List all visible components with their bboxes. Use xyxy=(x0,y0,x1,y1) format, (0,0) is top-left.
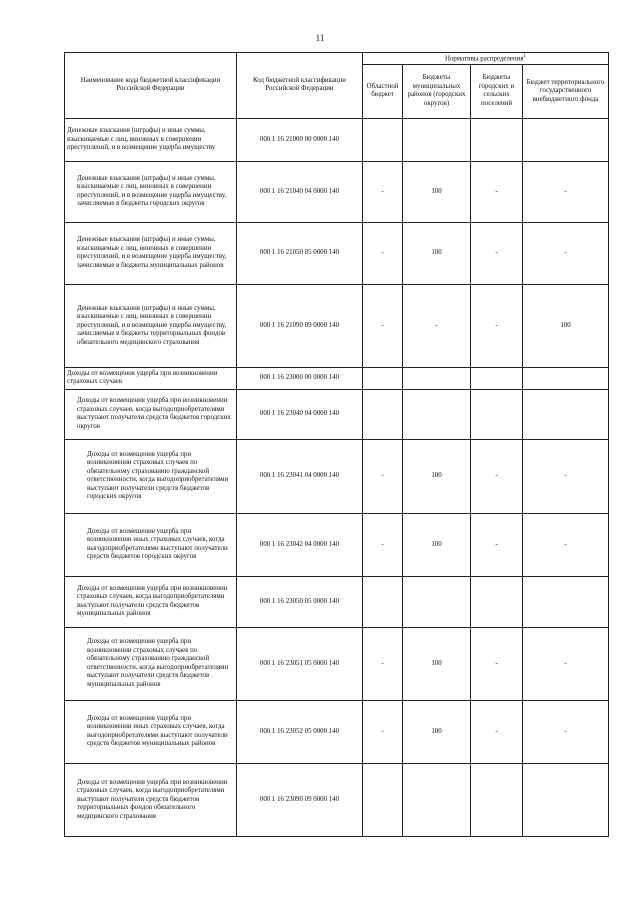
table-row xyxy=(65,627,609,700)
header-group-footnote: 1 xyxy=(523,54,527,59)
row-settlements xyxy=(471,763,523,836)
row-code: 000 1 16 21090 09 0000 140 xyxy=(237,284,363,367)
row-municipal: 100 xyxy=(403,161,471,222)
row-settlements xyxy=(471,576,523,627)
header-code: Код бюджетной классификации Российской Федерации xyxy=(237,53,363,119)
row-settlements: - xyxy=(471,222,523,284)
table-row xyxy=(65,118,609,161)
row-regional: - xyxy=(363,222,403,284)
row-municipal: 100 xyxy=(403,222,471,284)
row-code: 000 1 16 23042 04 0000 140 xyxy=(237,513,363,576)
row-fund xyxy=(523,763,609,836)
row-settlements: - xyxy=(471,627,523,700)
row-name: Доходы от возмещения ущерба при возникновении иных страховых случаев, когда выгодоприобретателями выступают получатели средств бюджетов муниципальных районов xyxy=(65,700,237,763)
row-regional xyxy=(363,118,403,161)
row-municipal xyxy=(403,118,471,161)
row-code: 000 1 16 23052 05 0000 140 xyxy=(237,700,363,763)
row-settlements: - xyxy=(471,513,523,576)
row-code: 000 1 16 23041 04 0000 140 xyxy=(237,439,363,513)
row-municipal: - xyxy=(403,284,471,367)
row-regional xyxy=(363,763,403,836)
table-row xyxy=(65,367,609,389)
budget-distribution-table xyxy=(64,52,609,837)
row-municipal: 100 xyxy=(403,700,471,763)
row-regional: - xyxy=(363,439,403,513)
row-municipal: 100 xyxy=(403,439,471,513)
row-regional: - xyxy=(363,513,403,576)
row-settlements xyxy=(471,118,523,161)
row-name: Денежные взыскания (штрафы) и иные суммы, взыскиваемые с лиц, виновных в совершении преступлений, и в возмещение ущерба имуществу, зачисляемые в бюджеты муниципальных районов xyxy=(65,222,237,284)
row-name: Доходы от возмещения ущерба при возникновении страховых случаев по обязательному страхованию гражданской ответственности, когда выгодоприобретателями выступают получатели средств бюджетов муниципальных районов xyxy=(65,627,237,700)
table-row xyxy=(65,161,609,222)
row-municipal xyxy=(403,389,471,439)
row-name: Денежные взыскания (штрафы) и иные суммы, взыскиваемые с лиц, виновных в совершении преступлений, и в возмещение ущерба имуществу, зачисляемые в бюджеты территориальных фондов обязательного медицинского страхования xyxy=(65,284,237,367)
row-code: 000 1 16 23051 05 0000 140 xyxy=(237,627,363,700)
row-fund: - xyxy=(523,222,609,284)
row-code: 000 1 16 23050 05 0000 140 xyxy=(237,576,363,627)
row-fund xyxy=(523,389,609,439)
row-regional xyxy=(363,389,403,439)
row-municipal: 100 xyxy=(403,627,471,700)
header-settlements: Бюджеты городских и сельских поселений xyxy=(471,64,523,118)
table-row xyxy=(65,284,609,367)
row-name: Доходы от возмещения ущерба при возникновении страховых случаев, когда выгодоприобретателями выступают получатели средств бюджетов территориальных фондов обязательного медицинского страхования xyxy=(65,763,237,836)
table-row xyxy=(65,576,609,627)
row-regional: - xyxy=(363,700,403,763)
header-name: Наименование кода бюджетной классификации Российской Федерации xyxy=(65,53,237,119)
row-name: Доходы от возмещения ущерба при возникновении страховых случаев, когда выгодоприобретателями выступают получатели средств бюджетов городских округов xyxy=(65,389,237,439)
row-code: 000 1 16 21050 05 0000 140 xyxy=(237,222,363,284)
header-municipal: Бюджеты муниципальных районов (городских округов) xyxy=(403,64,471,118)
row-fund: - xyxy=(523,700,609,763)
table-row xyxy=(65,439,609,513)
row-settlements: - xyxy=(471,284,523,367)
table-row xyxy=(65,222,609,284)
row-name: Доходы от возмещения ущерба при возникновении страховых случаев по обязательному страхованию гражданской ответственности, когда выгодоприобретателями выступают получатели средств бюджетов городских округов xyxy=(65,439,237,513)
row-regional xyxy=(363,367,403,389)
row-regional xyxy=(363,576,403,627)
table-row xyxy=(65,513,609,576)
header-fund: Бюджет территориального государственного внебюджетного фонда xyxy=(523,64,609,118)
row-municipal xyxy=(403,367,471,389)
row-fund xyxy=(523,576,609,627)
row-code: 000 1 16 21000 00 0000 140 xyxy=(237,118,363,161)
row-fund xyxy=(523,367,609,389)
row-municipal: 100 xyxy=(403,513,471,576)
row-fund: - xyxy=(523,627,609,700)
page-number: 11 xyxy=(315,33,325,43)
row-name: Денежные взыскания (штрафы) и иные суммы, взыскиваемые с лиц, виновных в совершении преступлений, и в возмещение ущерба имуществу xyxy=(65,118,237,161)
row-settlements: - xyxy=(471,700,523,763)
header-regional: Областной бюджет xyxy=(363,64,403,118)
row-code: 000 1 16 21040 04 0000 140 xyxy=(237,161,363,222)
row-fund: 100 xyxy=(523,284,609,367)
row-settlements xyxy=(471,389,523,439)
row-settlements xyxy=(471,367,523,389)
row-code: 000 1 16 23000 00 0000 140 xyxy=(237,367,363,389)
row-fund: - xyxy=(523,161,609,222)
row-regional: - xyxy=(363,627,403,700)
row-settlements: - xyxy=(471,161,523,222)
row-municipal xyxy=(403,763,471,836)
row-fund: - xyxy=(523,513,609,576)
row-code: 000 1 16 23090 09 0000 140 xyxy=(237,763,363,836)
row-name: Доходы от возмещения ущерба при возникновении страховых случаев xyxy=(65,367,237,389)
table-row xyxy=(65,700,609,763)
row-name: Доходы от возмещения ущерба при возникновении иных страховых случаев, когда выгодоприобретателями выступают получатели средств бюджетов городских округов xyxy=(65,513,237,576)
row-code: 000 1 16 23040 04 0000 140 xyxy=(237,389,363,439)
row-fund: - xyxy=(523,439,609,513)
row-name: Денежные взыскания (штрафы) и иные суммы, взыскиваемые с лиц, виновных в совершении преступлений, и в возмещение ущерба имуществу, зачисляемые в бюджеты городских округов xyxy=(65,161,237,222)
row-settlements: - xyxy=(471,439,523,513)
row-name: Доходы от возмещения ущерба при возникновении страховых случаев, когда выгодоприобретателями выступают получатели средств бюджетов муниципальных районов xyxy=(65,576,237,627)
header-group-label: Нормативы распределения xyxy=(445,55,524,63)
table-row xyxy=(65,763,609,836)
row-regional: - xyxy=(363,161,403,222)
header-group xyxy=(363,53,609,65)
row-fund xyxy=(523,118,609,161)
row-municipal xyxy=(403,576,471,627)
row-regional: - xyxy=(363,284,403,367)
table-row xyxy=(65,389,609,439)
